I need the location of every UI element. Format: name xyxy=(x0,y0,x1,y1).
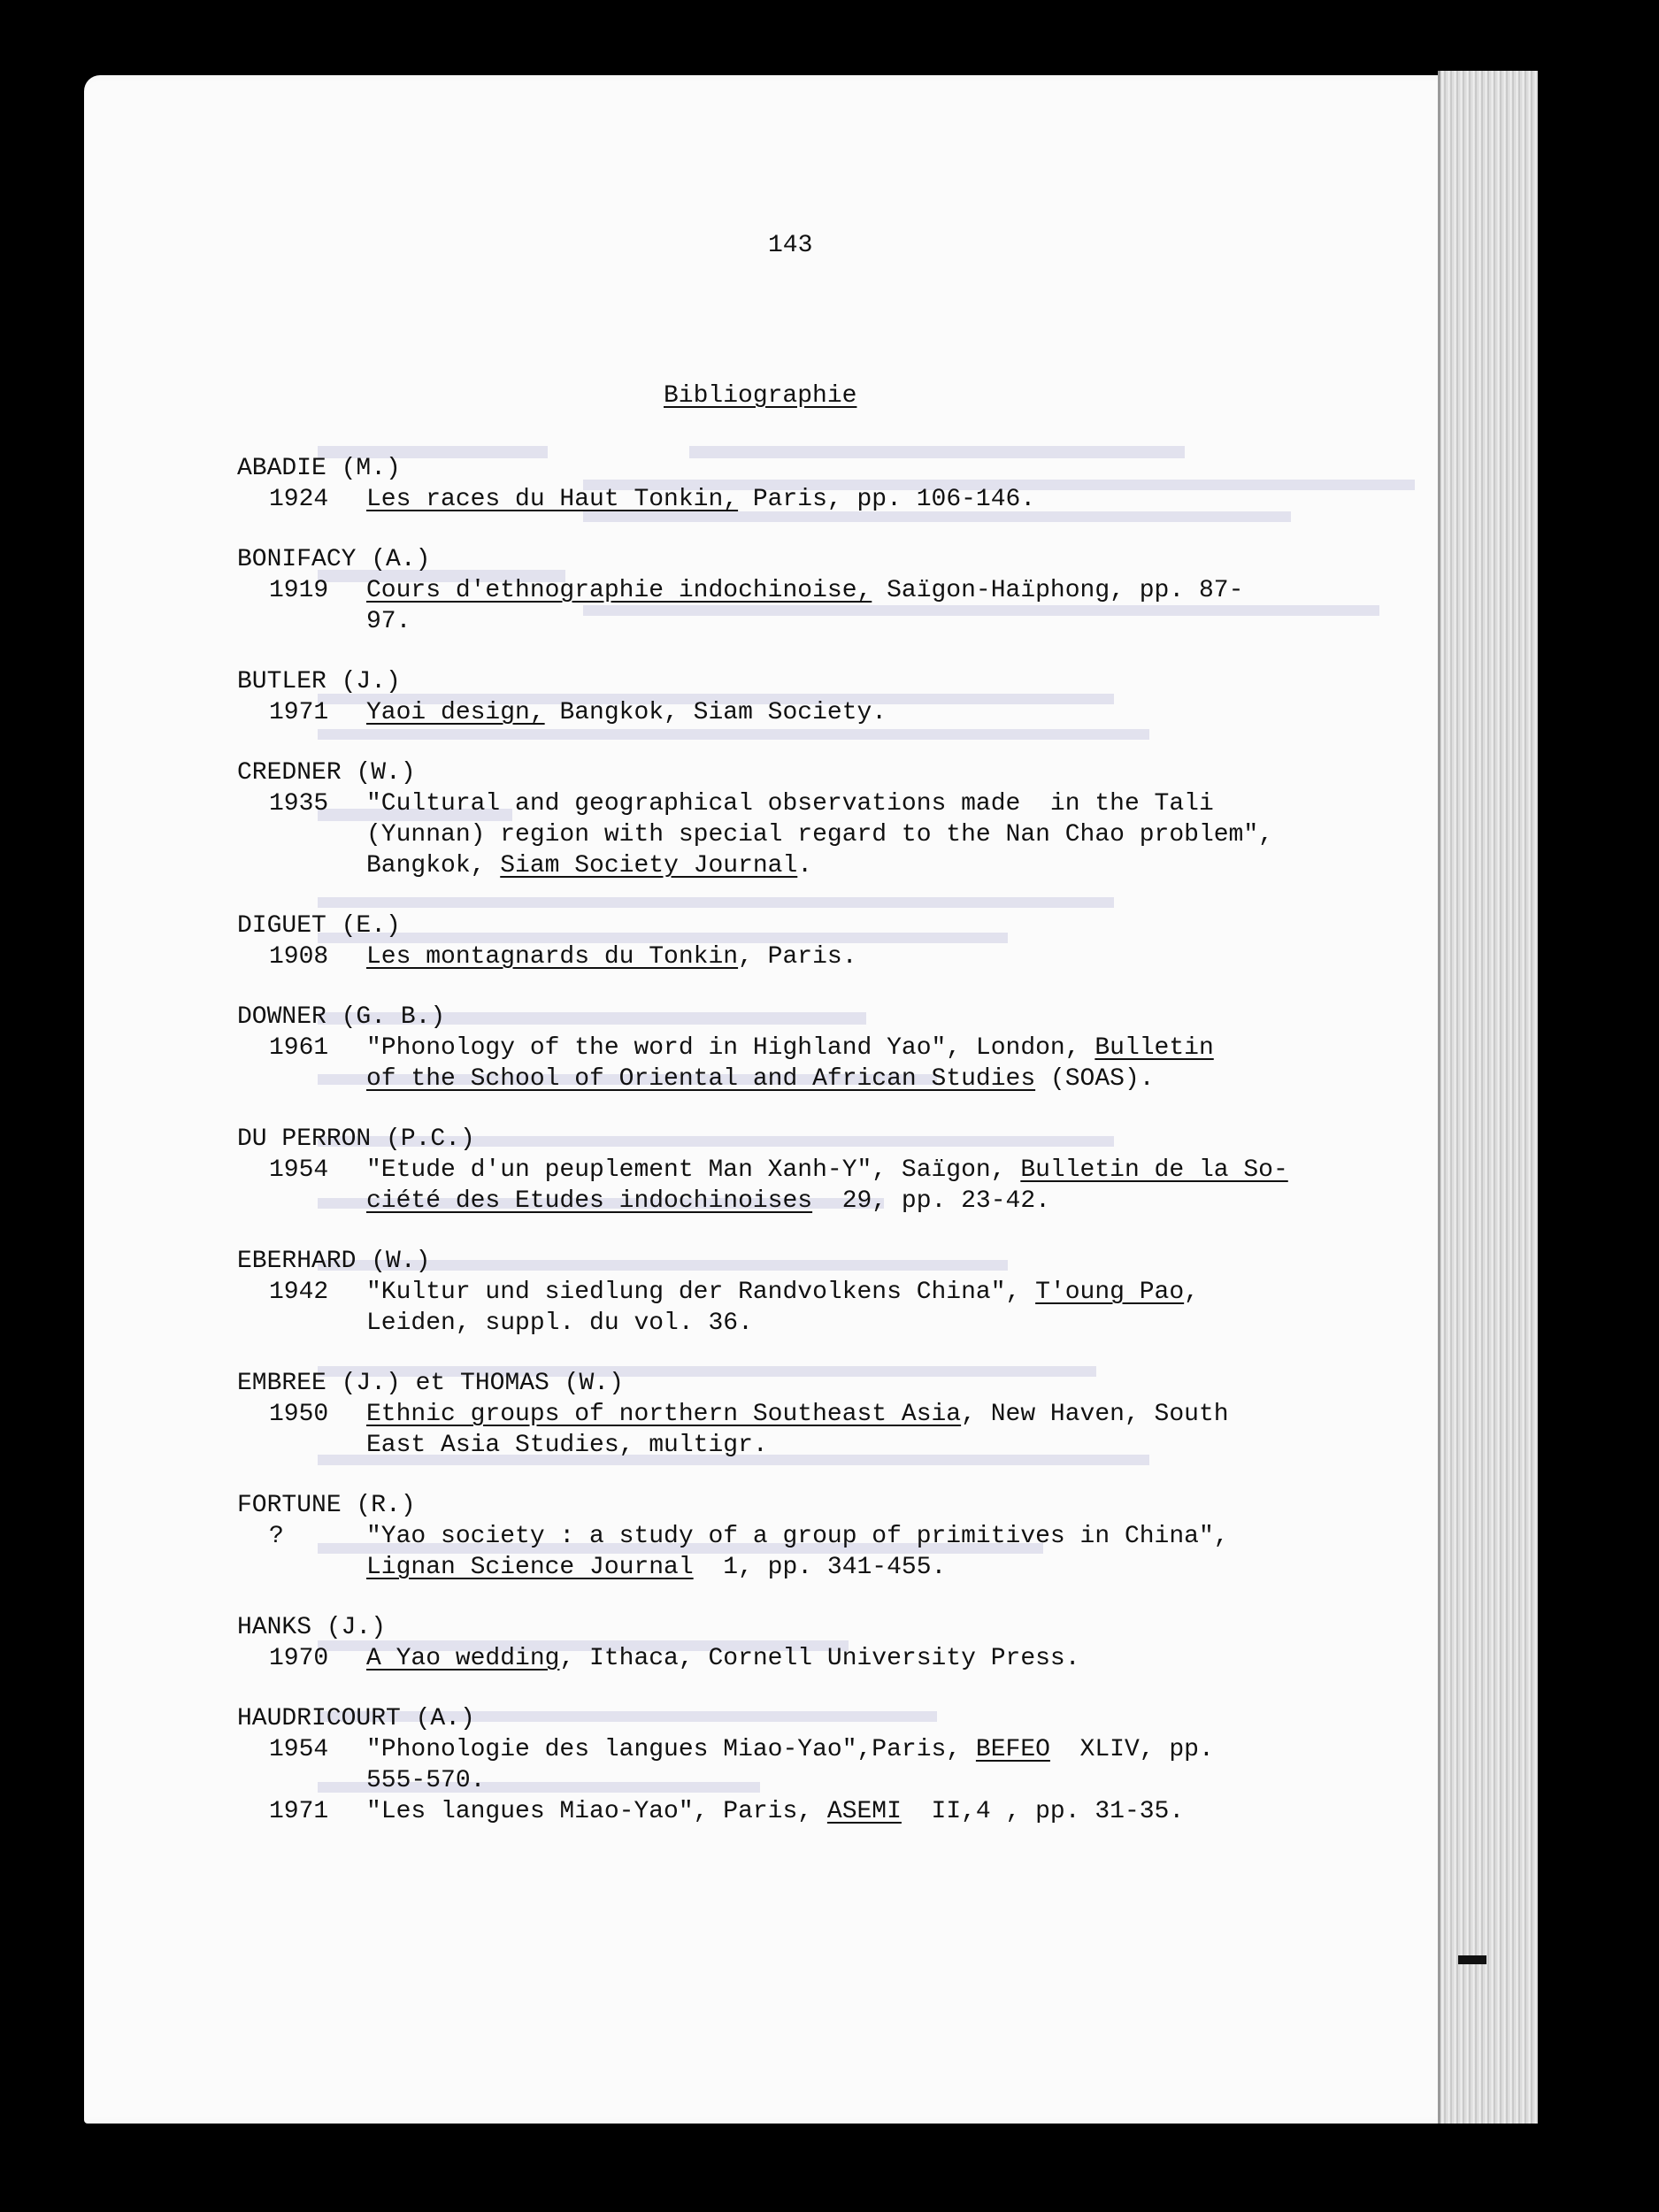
bib-text-rest: Leiden, suppl. du vol. 36. xyxy=(366,1310,753,1337)
bib-author: ABADIE (M.) xyxy=(237,455,401,482)
bib-author: HANKS (J.) xyxy=(237,1614,387,1641)
bib-text xyxy=(366,1033,1387,1064)
bib-underlined-title: Bulletin de la So- xyxy=(1020,1156,1288,1184)
bib-line xyxy=(237,1186,1387,1217)
bib-year-spacer xyxy=(237,850,366,881)
bib-author: CREDNER (W.) xyxy=(237,759,416,787)
bib-text xyxy=(366,697,1387,728)
bib-underlined-title: Siam Society Journal xyxy=(500,852,798,879)
page-edges xyxy=(1438,71,1538,2124)
bib-text xyxy=(366,941,1387,972)
bib-underlined-title: ASEMI xyxy=(826,1798,902,1825)
bib-year: 1919 xyxy=(269,577,329,604)
bib-line xyxy=(237,606,1387,637)
bib-text-rest: 97. xyxy=(366,608,411,635)
bib-entry xyxy=(237,1124,1387,1217)
bib-underlined-title: Lignan Science Journal xyxy=(366,1554,694,1581)
bib-underlined-title: Les races du Haut Tonkin, xyxy=(366,486,739,513)
bib-text-prefix: "Phonologie des langues Miao-Yao",Paris, xyxy=(366,1736,976,1763)
bib-text-rest: , Ithaca, Cornell University Press. xyxy=(559,1645,1080,1672)
bib-text-rest: Bangkok, Siam Society. xyxy=(544,699,887,726)
bib-author: EMBREE (J.) et THOMAS (W.) xyxy=(237,1370,624,1397)
bib-text-prefix: "Les langues Miao-Yao", Paris, xyxy=(366,1798,827,1825)
bib-text xyxy=(366,1277,1387,1308)
page-title: Bibliographie xyxy=(664,382,857,410)
bib-entry xyxy=(237,1246,1387,1339)
bib-text xyxy=(366,1308,1387,1339)
bib-year-spacer xyxy=(237,1430,366,1461)
bib-entry xyxy=(237,1368,1387,1461)
bib-year-spacer xyxy=(237,1552,366,1583)
bib-text xyxy=(366,819,1387,850)
bib-underlined-title: Ethnic groups of northern Southeast Asia xyxy=(366,1401,962,1428)
bib-text xyxy=(366,575,1387,606)
bib-text-rest: , xyxy=(1184,1279,1199,1306)
edge-tab-mark xyxy=(1458,1955,1486,1964)
bib-line xyxy=(237,850,1387,881)
bib-author: DOWNER (G. B.) xyxy=(237,1003,446,1031)
bib-line xyxy=(237,1765,1387,1796)
bib-text xyxy=(366,1552,1387,1583)
bib-text-prefix: "Etude d'un peuplement Man Xanh-Y", Saïgon, xyxy=(366,1156,1021,1184)
bib-underlined-title: Bulletin xyxy=(1094,1034,1214,1062)
bib-underlined-title: BEFEO xyxy=(975,1736,1050,1763)
page-number: 143 xyxy=(768,232,813,259)
bib-author: BUTLER (J.) xyxy=(237,668,401,695)
bib-text xyxy=(366,606,1387,637)
bib-year: 1970 xyxy=(269,1645,329,1672)
bib-text-rest: "Cultural and geographical observations made in the Tali xyxy=(366,790,1214,818)
bib-text xyxy=(366,1430,1387,1461)
bib-text xyxy=(366,788,1387,819)
bib-text-prefix: "Kultur und siedlung der Randvolkens China", xyxy=(366,1279,1036,1306)
bib-year: 1924 xyxy=(269,486,329,513)
bib-text-rest: . xyxy=(797,852,813,879)
bib-year-spacer xyxy=(237,606,366,637)
bib-text xyxy=(366,1155,1387,1186)
bib-line xyxy=(237,1399,1387,1430)
bib-entry xyxy=(237,910,1387,972)
bib-text-rest: (SOAS). xyxy=(1035,1065,1155,1093)
bib-year: 1950 xyxy=(269,1401,329,1428)
bib-line xyxy=(237,941,1387,972)
bib-text-rest: 555-570. xyxy=(366,1767,486,1794)
bib-year: 1971 xyxy=(269,699,329,726)
bib-line xyxy=(237,1155,1387,1186)
bib-text xyxy=(366,1186,1387,1217)
bib-author: HAUDRICOURT (A.) xyxy=(237,1705,475,1732)
bib-year: 1954 xyxy=(269,1156,329,1184)
bib-text-rest: 29, pp. 23-42. xyxy=(812,1187,1050,1215)
bib-line xyxy=(237,1064,1387,1094)
bib-year-spacer xyxy=(237,1308,366,1339)
bib-line xyxy=(237,575,1387,606)
bib-year-spacer xyxy=(237,1064,366,1094)
bib-year-spacer xyxy=(237,1186,366,1217)
bib-line xyxy=(237,1734,1387,1765)
bib-line xyxy=(237,1430,1387,1461)
bib-entry xyxy=(237,544,1387,637)
bib-line xyxy=(237,1552,1387,1583)
bib-entry xyxy=(237,1002,1387,1094)
bib-text-prefix: Bangkok, xyxy=(366,852,501,879)
bib-text xyxy=(366,850,1387,881)
bibliography-list xyxy=(237,453,1387,1856)
bib-text xyxy=(366,1521,1387,1552)
bib-year: 1971 xyxy=(269,1798,329,1825)
bib-text-rest: (Yunnan) region with special regard to the Nan Chao problem", xyxy=(366,821,1273,849)
bib-entry xyxy=(237,1490,1387,1583)
bib-line xyxy=(237,1277,1387,1308)
bib-text-rest: , Paris. xyxy=(738,943,857,971)
bib-text xyxy=(366,1399,1387,1430)
bib-underlined-title: Cours d'ethnographie indochinoise, xyxy=(366,577,872,604)
bib-line xyxy=(237,788,1387,819)
bib-text xyxy=(366,484,1387,515)
bib-line xyxy=(237,1796,1387,1827)
bib-text-rest: XLIV, pp. xyxy=(1049,1736,1214,1763)
bib-underlined-title: ciété des Etudes indochinoises xyxy=(366,1187,813,1215)
bib-text-rest: II,4 , pp. 31-35. xyxy=(901,1798,1185,1825)
bib-line xyxy=(237,1643,1387,1674)
bib-entry xyxy=(237,1703,1387,1827)
bib-year-spacer xyxy=(237,1765,366,1796)
bib-author: FORTUNE (R.) xyxy=(237,1492,416,1519)
bib-line xyxy=(237,697,1387,728)
bib-text xyxy=(366,1643,1387,1674)
bib-underlined-title: of the School of Oriental and African Studies xyxy=(366,1065,1036,1093)
bib-year: 1935 xyxy=(269,790,329,818)
bib-underlined-title: T'oung Pao xyxy=(1035,1279,1185,1306)
bib-text xyxy=(366,1765,1387,1796)
bib-entry xyxy=(237,453,1387,515)
bib-line xyxy=(237,1308,1387,1339)
bib-text xyxy=(366,1064,1387,1094)
bib-entry xyxy=(237,1612,1387,1674)
bib-underlined-title: Les montagnards du Tonkin xyxy=(366,943,739,971)
bib-year: 1908 xyxy=(269,943,329,971)
bib-text-rest: East Asia Studies, multigr. xyxy=(366,1432,768,1459)
bib-text xyxy=(366,1796,1387,1827)
bib-entry xyxy=(237,666,1387,728)
bib-text-rest: 1, pp. 341-455. xyxy=(693,1554,947,1581)
bib-author: BONIFACY (A.) xyxy=(237,546,431,573)
bib-text-rest: Paris, pp. 106-146. xyxy=(738,486,1036,513)
bib-text-rest: "Yao society : a study of a group of primitives in China", xyxy=(366,1523,1229,1550)
bib-year-spacer xyxy=(237,819,366,850)
bib-author: DU PERRON (P.C.) xyxy=(237,1125,475,1153)
bib-year: 1961 xyxy=(269,1034,329,1062)
bib-line xyxy=(237,1521,1387,1552)
bib-line xyxy=(237,819,1387,850)
bib-year: 1942 xyxy=(269,1279,329,1306)
bib-text-rest: , New Haven, South xyxy=(961,1401,1229,1428)
bib-text-prefix: "Phonology of the word in Highland Yao", London, xyxy=(366,1034,1095,1062)
bib-text xyxy=(366,1734,1387,1765)
bib-underlined-title: A Yao wedding xyxy=(366,1645,560,1672)
bib-author: EBERHARD (W.) xyxy=(237,1248,431,1275)
bib-underlined-title: Yaoi design, xyxy=(366,699,545,726)
bib-entry xyxy=(237,757,1387,881)
bib-author: DIGUET (E.) xyxy=(237,912,401,940)
bib-year: ? xyxy=(269,1523,284,1550)
bib-line xyxy=(237,1033,1387,1064)
bib-text-rest: Saïgon-Haïphong, pp. 87- xyxy=(872,577,1244,604)
bib-line xyxy=(237,484,1387,515)
bib-year: 1954 xyxy=(269,1736,329,1763)
